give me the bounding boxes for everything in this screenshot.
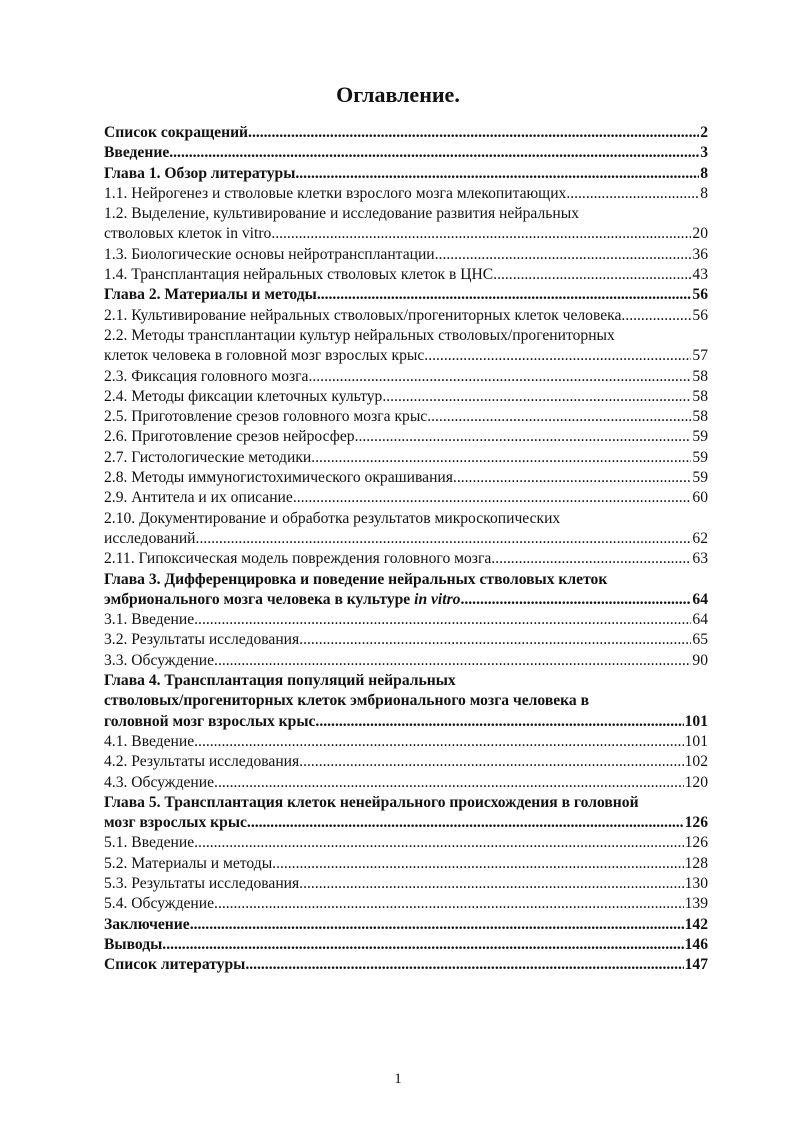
toc-entry [104,874,708,894]
dot-leader [198,732,684,752]
toc-entry-last-line [104,712,708,732]
toc-entry-title: 5.3. Результаты исследования. [104,874,304,892]
dot-leader [218,651,691,671]
toc-entry-page: 60 [692,489,708,507]
toc-entry-title: 2.1. Культивирование нейральных стволовых/прогениторных клеток человека. [104,306,626,324]
toc-entry-title: Список литературы [104,956,246,974]
toc-entry-title: 3.2. Результаты исследования. [104,631,304,649]
toc-entry-title: 5.2. Материалы и методы [104,854,273,872]
dot-leader [460,590,691,610]
dot-leader [495,549,691,569]
toc-entry [104,407,708,427]
toc-entry-title-line: клеток человека в головной мозг взрослых крыс. [104,347,429,365]
toc-entry-title-line: Глава 5. Трансплантация клеток ненейрального происхождения в головной [104,793,639,811]
dot-leader [457,468,692,488]
toc-entry [104,326,708,367]
dot-leader [194,915,684,935]
toc-entry-page: 130 [684,874,708,892]
toc-entry-page: 139 [684,895,708,913]
toc-entry [104,387,708,407]
toc-entry-title: 2.11. Гипоксическая модель повреждения головного мозга. [104,550,496,568]
toc-entry-title-line: стволовых/прогениторных клеток эмбрионального мозга человека в [104,692,590,710]
toc-entry [104,123,708,143]
toc-entry-page: 58 [692,408,708,426]
toc-entry-page: 2 [700,124,708,141]
toc-entry-page: 62 [692,529,708,547]
toc-entry [104,204,708,245]
toc-entry [104,915,708,935]
toc-entry-title: 5.1. Введение. [104,834,199,852]
toc-entry-last-line [104,224,708,244]
toc-entry-page: 64 [692,611,708,629]
toc-entry [104,488,708,508]
toc-entry [104,894,708,914]
toc-entry [104,651,708,671]
toc-entry-title: 2.8. Методы иммуногистохимического окрашивания. [104,469,457,487]
dot-leader [166,935,683,955]
dot-leader [198,833,684,853]
dot-leader [199,529,691,549]
toc-entry-page: 126 [684,834,708,852]
toc-entry-title: 1.4. Трансплантация нейральных стволовых клеток в ЦНС. [104,266,498,284]
dot-leader [439,245,692,265]
toc-entry [104,833,708,853]
toc-entry [104,549,708,569]
page-title: Оглавление. [336,82,460,107]
dot-leader [315,448,691,468]
toc-entry-title: 3.3. Обсуждение. [104,651,218,669]
dot-leader [312,367,691,387]
toc-entry-page: 142 [684,915,708,933]
toc-entry-last-line [104,529,708,549]
toc-entry [104,448,708,468]
dot-leader [625,306,691,326]
toc-entry [104,752,708,772]
toc-entry-title: 1.3. Биологические основы нейротрансплантации. [104,245,439,263]
dot-leader [299,164,699,184]
toc-entry-page: 58 [692,367,708,385]
toc-entry [104,285,708,305]
dot-leader [319,712,683,732]
toc-entry-page: 58 [692,387,708,405]
toc-entry [104,306,708,326]
toc-entry-title-line: эмбрионального мозга человека в культуре in vitro [104,590,461,608]
toc-entry [104,610,708,630]
dot-leader [251,813,684,833]
toc-entry-page: 128 [684,854,708,872]
toc-entry-title: Заключение. [104,915,194,933]
dot-leader [293,488,692,508]
toc-entry-title: Глава 2. Материалы и методы [104,286,317,304]
toc-entry-title: Выводы. [104,935,167,953]
toc-entry-page: 64 [692,590,708,608]
toc-entry-title-line: мозг взрослых крыс. [104,814,251,832]
toc-entry [104,630,708,650]
toc-entry-title: Список сокращений. [104,124,252,141]
toc-entry-title: 2.7. Гистологические методики. [104,448,316,466]
toc-entry [104,427,708,447]
toc-entry-page: 102 [684,753,708,771]
dot-leader [303,874,684,894]
toc-entry-title: 5.4. Обсуждение. [104,895,218,913]
toc-entry-title: 4.3. Обсуждение. [104,773,218,791]
table-of-contents [104,123,708,975]
toc-entry-page: 65 [692,631,708,649]
dot-leader [382,387,691,407]
toc-entry-page: 56 [692,306,708,324]
toc-entry-page: 126 [684,814,708,832]
dot-leader [317,285,692,305]
toc-entry [104,468,708,488]
toc-entry-page: 101 [684,732,708,750]
toc-entry-page: 146 [684,935,708,953]
dot-leader [355,427,692,447]
toc-entry-title: Введение. [104,144,174,162]
toc-entry [104,955,708,975]
toc-entry-title: 2.3. Фиксация головного мозга. [104,367,313,385]
toc-entry [104,184,708,204]
toc-entry-page: 43 [692,266,708,284]
toc-entry [104,732,708,752]
toc-entry-page: 101 [684,712,708,730]
toc-entry [104,509,708,550]
dot-leader [245,955,683,975]
dot-leader [303,630,691,650]
toc-entry-page: 59 [692,428,708,446]
toc-entry-title: 4.2. Результаты исследования. [104,753,304,771]
toc-entry [104,793,708,834]
dot-leader [198,610,691,630]
toc-entry [104,854,708,874]
dot-leader [252,123,699,143]
toc-entry-title-line: стволовых клеток in vitro. [104,225,276,243]
toc-entry-title-line: головной мозг взрослых крыс. [104,712,320,730]
toc-entry-title-line: 2.10. Документирование и обработка результатов микроскопических [104,509,561,527]
toc-entry-page: 56 [692,286,708,304]
toc-entry [104,570,708,611]
toc-entry [104,367,708,387]
toc-entry-title-line: 2.2. Методы трансплантации культур нейральных стволовых/прогениторных [104,326,615,344]
toc-entry-page: 57 [692,347,708,365]
dot-leader [272,854,683,874]
toc-entry-page: 147 [684,956,708,974]
toc-entry-title: Глава 1. Обзор литературы. [104,164,300,182]
toc-entry-title-line: Глава 3. Дифференцировка и поведение нейральных стволовых клеток [104,570,608,588]
dot-leader [497,265,691,285]
toc-entry-last-line [104,590,708,610]
toc-entry-page: 36 [692,245,708,263]
toc-entry-last-line [104,813,708,833]
toc-entry-page: 8 [700,164,708,182]
toc-entry [104,143,708,163]
toc-entry-title-line: Глава 4. Трансплантация популяций нейральных [104,672,456,690]
dot-leader [218,894,684,914]
toc-entry [104,164,708,184]
toc-entry-page: 63 [692,550,708,568]
toc-entry-title: 1.1. Нейрогенез и стволовые клетки взрослого мозга млекопитающих. [104,184,571,202]
toc-entry [104,935,708,955]
dot-leader [428,346,691,366]
toc-entry-page: 90 [692,651,708,669]
toc-entry-title-line: 1.2. Выделение, культивирование и исследование развития нейральных [104,205,579,223]
toc-entry-page: 59 [692,469,708,487]
dot-leader [431,407,691,427]
dot-leader [173,143,699,163]
dot-leader [275,224,691,244]
dot-leader [303,752,684,772]
toc-entry [104,671,708,732]
toc-entry-title: 4.1. Введение. [104,732,199,750]
toc-entry-page: 120 [684,773,708,791]
toc-entry-page: 59 [692,448,708,466]
toc-entry-last-line [104,346,708,366]
toc-entry-title: 2.9. Антитела и их описание [104,489,293,507]
dot-leader [570,184,699,204]
toc-entry-page: 3 [700,144,708,162]
dot-leader [218,773,684,793]
page-number: 1 [394,1071,402,1087]
toc-entry-title: 2.4. Методы фиксации клеточных культур [104,387,383,405]
toc-entry [104,265,708,285]
toc-entry-page: 8 [700,184,708,202]
toc-entry [104,245,708,265]
toc-entry-title: 2.6. Приготовление срезов нейросфер [104,428,355,446]
toc-entry-title: 3.1. Введение. [104,611,199,629]
toc-entry-title-line: исследований. [104,529,200,547]
toc-entry-page: 20 [692,225,708,243]
toc-entry [104,773,708,793]
toc-entry-title: 2.5. Приготовление срезов головного мозга крыс. [104,408,432,426]
